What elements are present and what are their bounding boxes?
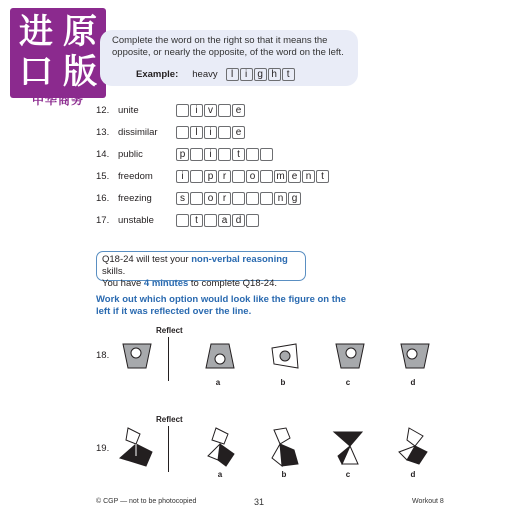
letter-box: g <box>288 192 301 205</box>
blank-letter-box[interactable] <box>232 192 245 205</box>
import-original-badge <box>10 8 106 98</box>
publisher-name: 中华商务 <box>31 93 84 107</box>
letter-box: i <box>240 68 253 81</box>
blank-letter-box[interactable] <box>246 192 259 205</box>
footer-copyright: © CGP — not to be photocopied <box>96 498 197 505</box>
letter-box: t <box>316 170 329 183</box>
example-row <box>136 68 296 81</box>
question-number: 14. <box>96 148 110 160</box>
nvr-text-part: Q18-24 will test your <box>102 254 192 265</box>
reflect-label-19: Reflect <box>156 415 183 424</box>
word-question-row <box>96 125 246 139</box>
letter-box: a <box>218 214 231 227</box>
badge-char: 口 <box>19 52 53 92</box>
q18-option-c-label[interactable]: c <box>345 378 351 387</box>
question-number: 12. <box>96 104 110 116</box>
reflection-task-instruction: Work out which option would look like the figure on the left if it was reflected over the line. <box>96 294 346 317</box>
example-word: heavy <box>192 69 218 80</box>
blank-letter-box[interactable] <box>176 126 189 139</box>
footer-page-number: 31 <box>254 497 265 507</box>
letter-box: t <box>190 214 203 227</box>
nvr-highlight: non-verbal reasoning <box>191 254 288 265</box>
letter-box: e <box>288 170 301 183</box>
mirror-line-18 <box>168 337 169 381</box>
q18-option-b-figure[interactable] <box>268 340 302 372</box>
question-number: 13. <box>96 126 110 138</box>
footer-workout: Workout 8 <box>412 498 444 505</box>
letter-box: n <box>302 170 315 183</box>
q19-option-a-figure[interactable] <box>200 426 240 468</box>
nvr-text-part: You have <box>102 278 144 289</box>
question-number-19: 19. <box>96 443 110 454</box>
blank-letter-box[interactable] <box>246 214 259 227</box>
q19-option-a-label[interactable]: a <box>217 470 223 479</box>
nvr-time-highlight: 4 minutes <box>143 278 189 289</box>
letter-box: e <box>232 126 245 139</box>
blank-letter-box[interactable] <box>190 192 203 205</box>
blank-letter-box[interactable] <box>218 104 231 117</box>
word-question-row <box>96 191 302 205</box>
badge-char: 版 <box>63 52 97 92</box>
letter-box: v <box>204 104 217 117</box>
q18-option-d-figure[interactable] <box>398 340 432 372</box>
letter-box: e <box>232 104 245 117</box>
word-question-row <box>96 103 246 117</box>
letter-box: o <box>246 170 259 183</box>
letter-box: i <box>176 170 189 183</box>
blank-letter-box[interactable] <box>218 148 231 161</box>
letter-box: h <box>268 68 281 81</box>
question-word: freezing <box>118 192 152 204</box>
word-question-row <box>96 169 330 183</box>
q19-original-figure <box>116 426 156 468</box>
letter-box: i <box>204 148 217 161</box>
question-word: unite <box>118 104 139 116</box>
letter-box: g <box>254 68 267 81</box>
word-question-row <box>96 213 260 227</box>
answer-boxes <box>176 104 246 117</box>
blank-letter-box[interactable] <box>260 148 273 161</box>
nvr-notice-text <box>102 254 302 290</box>
nvr-text-part: to complete Q18-24. <box>188 278 277 289</box>
answer-boxes <box>176 192 302 205</box>
q19-option-b-label[interactable]: b <box>281 470 287 479</box>
q19-option-c-figure[interactable] <box>328 426 368 468</box>
question-number: 16. <box>96 192 110 204</box>
question-word: freedom <box>118 170 153 182</box>
q19-option-b-figure[interactable] <box>264 426 304 468</box>
example-answer-boxes <box>226 68 296 81</box>
blank-letter-box[interactable] <box>190 170 203 183</box>
q19-option-c-label[interactable]: c <box>345 470 351 479</box>
letter-box: t <box>232 148 245 161</box>
badge-characters <box>10 12 106 92</box>
question-word: unstable <box>118 214 154 226</box>
q18-original-figure <box>120 340 154 372</box>
reflect-label-18: Reflect <box>156 326 183 335</box>
letter-box: o <box>204 192 217 205</box>
letter-box: r <box>218 170 231 183</box>
q18-option-c-figure[interactable] <box>333 340 367 372</box>
blank-letter-box[interactable] <box>246 148 259 161</box>
letter-box: r <box>218 192 231 205</box>
answer-boxes <box>176 214 260 227</box>
question-number: 15. <box>96 170 110 182</box>
blank-letter-box[interactable] <box>218 126 231 139</box>
blank-letter-box[interactable] <box>190 148 203 161</box>
letter-box: t <box>282 68 295 81</box>
nvr-text-part: skills. <box>102 266 126 277</box>
blank-letter-box[interactable] <box>176 214 189 227</box>
example-label: Example: <box>136 69 179 80</box>
answer-boxes <box>176 126 246 139</box>
question-number: 17. <box>96 214 110 226</box>
badge-char: 进 <box>19 12 53 52</box>
letter-box: n <box>274 192 287 205</box>
question-word: public <box>118 148 143 160</box>
q19-option-d-figure[interactable] <box>393 426 433 468</box>
blank-letter-box[interactable] <box>232 170 245 183</box>
q18-option-a-label[interactable]: a <box>215 378 221 387</box>
blank-letter-box[interactable] <box>176 104 189 117</box>
blank-letter-box[interactable] <box>260 170 273 183</box>
letter-box: m <box>274 170 287 183</box>
blank-letter-box[interactable] <box>204 214 217 227</box>
q19-option-d-label[interactable]: d <box>410 470 416 479</box>
q18-option-a-figure[interactable] <box>203 340 237 372</box>
instruction-text: Complete the word on the right so that it means the opposite, or nearly the opposite, of the word on the left. <box>112 35 344 58</box>
letter-box: s <box>176 192 189 205</box>
question-number-18: 18. <box>96 350 110 361</box>
letter-box: p <box>204 170 217 183</box>
badge-char: 原 <box>63 12 97 52</box>
q18-option-b-label[interactable]: b <box>280 378 286 387</box>
answer-boxes <box>176 170 330 183</box>
answer-boxes <box>176 148 274 161</box>
letter-box: l <box>190 126 203 139</box>
q18-option-d-label[interactable]: d <box>410 378 416 387</box>
letter-box: i <box>190 104 203 117</box>
letter-box: p <box>176 148 189 161</box>
mirror-line-19 <box>168 426 169 472</box>
letter-box: l <box>226 68 239 81</box>
question-word: dissimilar <box>118 126 158 138</box>
letter-box: d <box>232 214 245 227</box>
word-question-row <box>96 147 274 161</box>
letter-box: i <box>204 126 217 139</box>
blank-letter-box[interactable] <box>260 192 273 205</box>
